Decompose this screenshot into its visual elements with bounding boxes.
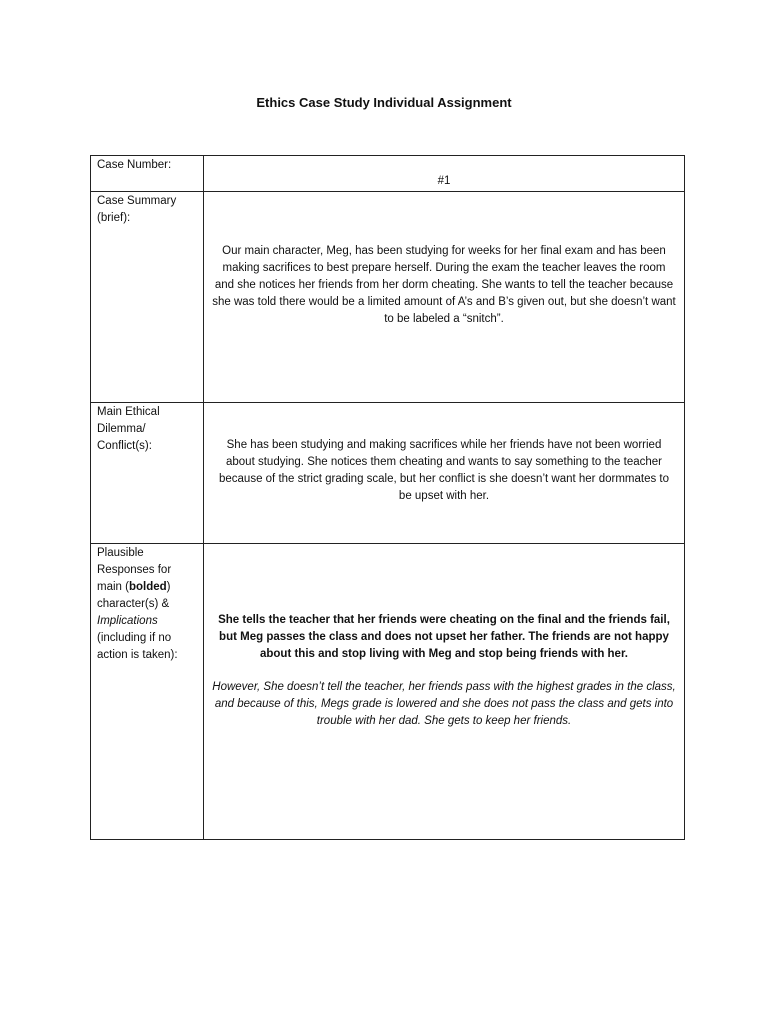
case-summary-text: Our main character, Meg, has been studying for weeks for her final exam and has been making sacrifices to best prepare herself. During the exam the teacher leaves the room and she notices her friends from her dorm cheating. She wants to tell the teacher because she was told there would be a limited amount of A’s and B’s given out, but she doesn’t want to be labeled a “snitch”. bbox=[212, 245, 676, 325]
dilemma-label: Main Ethical Dilemma/ Conflict(s): bbox=[97, 406, 160, 452]
case-number-value-cell bbox=[204, 156, 685, 192]
responses-label-part3: (including if no action is taken): bbox=[97, 632, 178, 661]
responses-row bbox=[91, 544, 685, 840]
dilemma-text: She has been studying and making sacrifices while her friends have not been worried about studying. She notices them cheating and wants to say something to the teacher because of the strict grading scale, but her conflict is she doesn’t want her dormmates to be upset with her. bbox=[218, 439, 669, 502]
responses-label-cell bbox=[91, 544, 204, 840]
responses-label-bold: bolded bbox=[128, 581, 167, 593]
case-study-table bbox=[90, 155, 685, 840]
case-summary-value-cell bbox=[204, 192, 685, 403]
responses-label-part1: Plausible Responses for main ( bbox=[97, 547, 172, 593]
case-number-value: #1 bbox=[437, 175, 451, 187]
case-number-row bbox=[91, 156, 685, 192]
case-number-label: Case Number: bbox=[97, 159, 172, 171]
case-summary-label: Case Summary (brief): bbox=[97, 195, 177, 224]
dilemma-row bbox=[91, 403, 685, 544]
responses-label-part2: ) character(s) & bbox=[97, 581, 171, 610]
italic-response-text: However, She doesn’t tell the teacher, her friends pass with the highest grades in the class, and because of this, Megs grade is lowered and she does not pass the class and gets into trouble with her dad. She gets to keep her friends. bbox=[212, 681, 676, 727]
bold-response-text: She tells the teacher that her friends were cheating on the final and the friends fail, but Meg passes the class and does not upset her father. The friends are not happy about this and stop living with Meg and stop being friends with her. bbox=[218, 614, 670, 660]
responses-label bbox=[97, 545, 198, 664]
case-summary-label-cell bbox=[91, 192, 204, 403]
dilemma-value-cell bbox=[204, 403, 685, 544]
case-summary-row bbox=[91, 192, 685, 403]
case-number-label-cell bbox=[91, 156, 204, 192]
responses-label-italic: Implications bbox=[97, 615, 158, 627]
responses-value-cell bbox=[204, 544, 685, 840]
dilemma-label-cell bbox=[91, 403, 204, 544]
page-title: Ethics Case Study Individual Assignment bbox=[256, 95, 512, 110]
